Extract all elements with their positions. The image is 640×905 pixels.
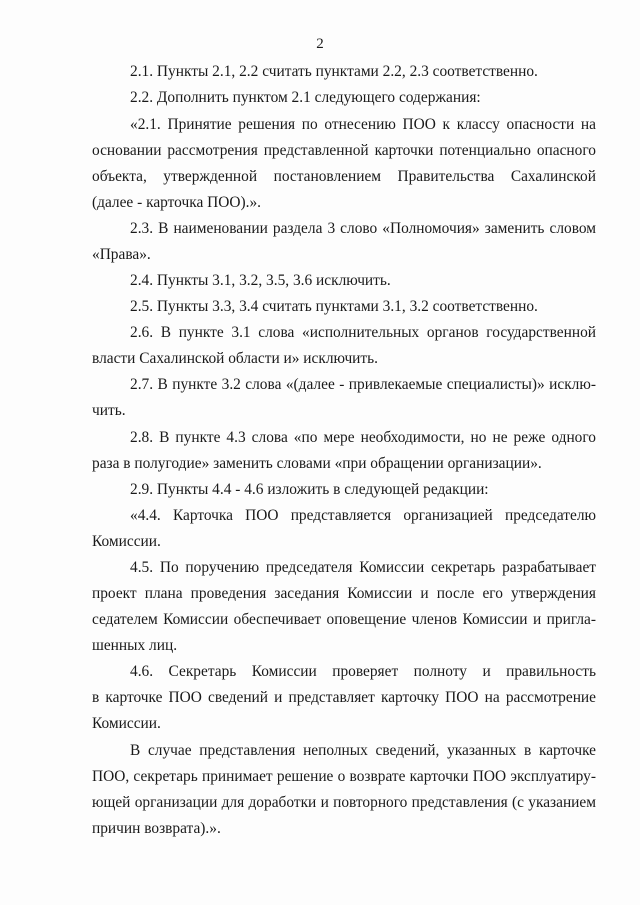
text-line: 2.9. Пункты 4.4 - 4.6 изложить в следующей редакции: — [130, 481, 489, 498]
text-line: Комиссии. — [92, 715, 161, 732]
text-line: объекта, утвержденной постановлением Правительства Сахалинской — [92, 168, 596, 185]
text-line: 2.7. В пункте 3.2 слова «(далее - привлекаемые специалисты)» исклю- — [130, 376, 596, 393]
text-line: 4.5. По поручению председателя Комиссии секретарь разрабатывает — [130, 559, 596, 576]
text-line: власти Сахалинской области и» исключить. — [92, 350, 379, 367]
text-line: 2.8. В пункте 4.3 слова «по мере необходимости, но не реже одного — [130, 429, 596, 446]
text-line: чить. — [92, 402, 126, 419]
text-line: 2.1. Пункты 2.1, 2.2 считать пунктами 2.2, 2.3 соответственно. — [130, 63, 538, 80]
text-line: 2.4. Пункты 3.1, 3.2, 3.5, 3.6 исключить. — [130, 272, 391, 289]
text-line: 2.5. Пункты 3.3, 3.4 считать пунктами 3.1, 3.2 соответственно. — [130, 298, 538, 315]
text-line: 4.6. Секретарь Комиссии проверяет полноту и правильность — [130, 663, 596, 680]
text-line: 2.2. Дополнить пунктом 2.1 следующего содержания: — [130, 89, 481, 106]
text-line: в карточке ПОО сведений и представляет карточку ПОО на рассмотрение — [92, 689, 596, 706]
text-line: «Права». — [92, 246, 151, 263]
text-line: шенных лиц. — [92, 637, 178, 654]
text-line: раза в полугодие» заменить словами «при обращении организации». — [92, 455, 542, 472]
text-line: причин возврата).». — [92, 820, 221, 837]
text-line: ПОО, секретарь принимает решение о возврате карточки ПОО эксплуатиру- — [92, 768, 596, 785]
text-line: 2.3. В наименовании раздела 3 слово «Полномочия» заменить словом — [130, 220, 596, 237]
text-line: 2.6. В пункте 3.1 слова «исполнительных органов государственной — [130, 324, 596, 341]
text-line: ющей организации для доработки и повторного представления (с указанием — [92, 794, 596, 811]
page-number: 2 — [316, 36, 324, 52]
text-line: «4.4. Карточка ПОО представляется организацией председателю — [130, 507, 596, 524]
text-line: В случае представления неполных сведений, указанных в карточке — [130, 742, 596, 759]
text-line: проект плана проведения заседания Комиссии и после его утверждения — [92, 585, 596, 602]
text-line: «2.1. Принятие решения по отнесению ПОО к классу опасности на — [130, 116, 596, 133]
text-line: седателем Комиссии обеспечивает оповещение членов Комиссии и пригла- — [92, 611, 596, 628]
text-line: Комиссии. — [92, 533, 161, 550]
text-line: основании рассмотрения представленной карточки потенциально опасного — [92, 142, 596, 159]
text-line: (далее - карточка ПОО).». — [92, 194, 261, 211]
